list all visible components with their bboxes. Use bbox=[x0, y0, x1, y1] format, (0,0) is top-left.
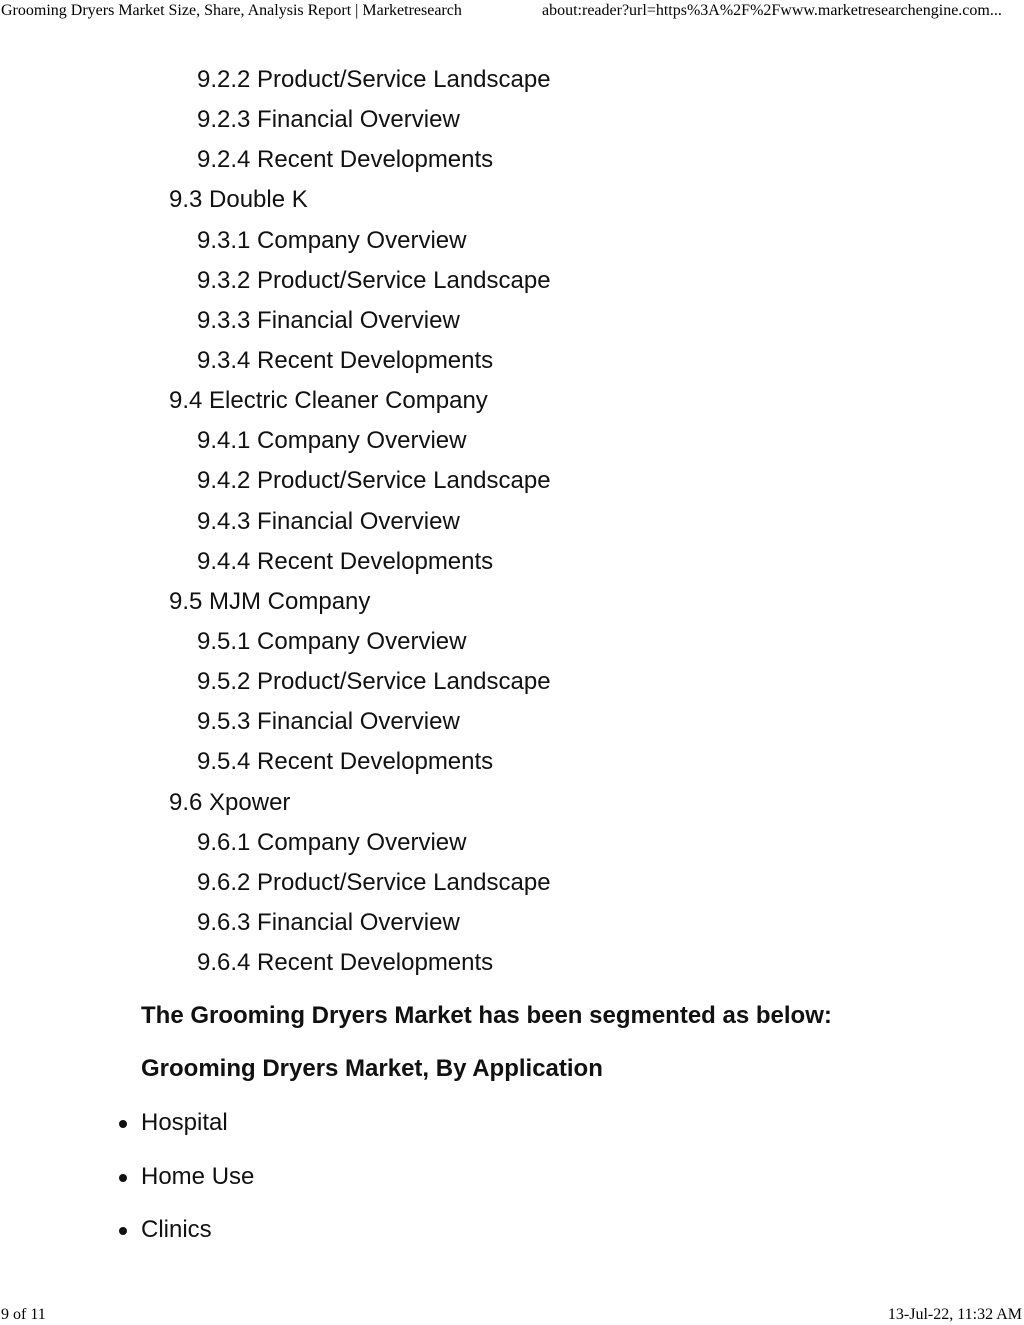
table-of-contents bbox=[0, 60, 1024, 983]
list-item-label: Clinics bbox=[141, 1216, 212, 1244]
toc-item: 9.4.2 Product/Service Landscape bbox=[197, 467, 551, 495]
toc-item: 9.6.4 Recent Developments bbox=[197, 949, 494, 977]
toc-item: 9.4.1 Company Overview bbox=[197, 427, 467, 455]
toc-item: 9.3.3 Financial Overview bbox=[197, 306, 460, 334]
print-header bbox=[0, 0, 1024, 22]
toc-item: 9.2.4 Recent Developments bbox=[197, 146, 494, 174]
toc-item: 9.4.4 Recent Developments bbox=[197, 547, 494, 575]
toc-item: 9.5 MJM Company bbox=[169, 587, 371, 615]
toc-item: 9.6 Xpower bbox=[169, 788, 291, 816]
toc-item: 9.3.2 Product/Service Landscape bbox=[197, 266, 551, 294]
toc-item: 9.6.3 Financial Overview bbox=[197, 908, 460, 936]
page-number: 9 of 11 bbox=[1, 1306, 46, 1323]
list-item-label: Hospital bbox=[141, 1109, 228, 1136]
list-item bbox=[0, 1106, 254, 1160]
list-item bbox=[0, 1213, 254, 1267]
list-item bbox=[0, 1160, 254, 1214]
toc-item: 9.6.2 Product/Service Landscape bbox=[197, 868, 551, 896]
by-application-heading: Grooming Dryers Market, By Application bbox=[141, 1055, 603, 1082]
toc-item: 9.4.3 Financial Overview bbox=[197, 507, 460, 535]
list-item-label: Home Use bbox=[141, 1162, 255, 1190]
bullet-icon bbox=[119, 1227, 127, 1235]
toc-item: 9.2.2 Product/Service Landscape bbox=[197, 66, 551, 93]
toc-item: 9.2.3 Financial Overview bbox=[197, 106, 460, 134]
toc-item: 9.3.4 Recent Developments bbox=[197, 346, 494, 374]
toc-item: 9.3.1 Company Overview bbox=[197, 226, 467, 254]
print-footer bbox=[0, 1306, 1024, 1325]
application-list bbox=[0, 1106, 254, 1267]
toc-item: 9.3 Double K bbox=[169, 186, 308, 214]
toc-item: 9.6.1 Company Overview bbox=[197, 828, 467, 856]
toc-item: 9.5.1 Company Overview bbox=[197, 627, 467, 655]
toc-item: 9.5.3 Financial Overview bbox=[197, 708, 460, 736]
toc-item: 9.4 Electric Cleaner Company bbox=[169, 387, 488, 415]
toc-item: 9.5.2 Product/Service Landscape bbox=[197, 668, 551, 696]
bullet-icon bbox=[119, 1174, 127, 1182]
print-header-title: Grooming Dryers Market Size, Share, Analysis Report | Marketresearch bbox=[1, 2, 462, 19]
segmentation-heading: The Grooming Dryers Market has been segmented as below: bbox=[141, 1002, 832, 1029]
toc-item: 9.5.4 Recent Developments bbox=[197, 748, 494, 776]
bullet-icon bbox=[119, 1120, 127, 1128]
print-header-url: about:reader?url=https%3A%2F%2Fwww.marketresearchengine.com... bbox=[542, 2, 1002, 19]
print-timestamp: 13-Jul-22, 11:32 AM bbox=[887, 1306, 1022, 1323]
